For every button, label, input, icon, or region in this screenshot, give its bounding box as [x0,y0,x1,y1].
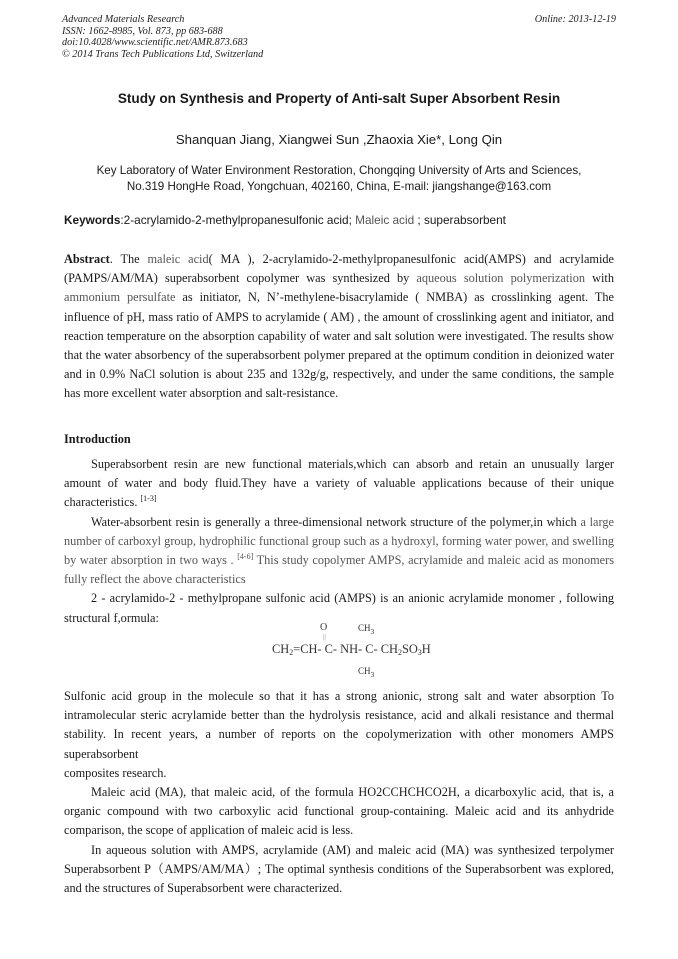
chemical-formula [270,622,460,682]
paragraph [64,513,614,590]
paragraph-text: This study copolymer AMPS, acrylamide and maleic acid as monomers fully reflect the above characteristics [64,553,614,587]
formula-subscript: 2 [289,648,294,657]
paragraph-text: Water-absorbent resin is generally a three-dimensional network structure of the polymer,in which [91,514,581,529]
paragraph: In aqueous solution with AMPS, acrylamide (AM) and maleic acid (MA) was synthesized terpolymer Superabsorbent P（AMPS/AM/MA）; The optimal synthesis conditions of the Superabsorbent was explored, and the structures of Superabsorbent were characterized. [64,842,614,896]
abstract-text: as initiator, N, N’-methylene-bisacrylamide ( NMBA) as crosslinking agent. The influence of pH, mass ratio of AMPS to acrylamide ( AM) , the amount of crosslinking agent and initiator, and reaction temperature on the absorption capability of water and salt solution were investigated. The results show that the water absorbency of the superabsorbent polymer prepared at the optimum condition in deionized water and in 0.9% NaCl solution is about 235 and 132g/g, respectively, and under the same conditions, the sample has more excellent water absorption and salt-resistance. [64,290,614,401]
abstract-text: with [585,271,614,286]
formula-part: SO [401,642,418,656]
formula-main-chain [272,642,431,657]
online-date: Online: 2013-12-19 [534,14,616,25]
doi-line: doi:10.4028/www.scientific.net/AMR.873.683 [62,37,248,48]
section-heading-introduction: Introduction [64,432,131,446]
formula-subscript: 3 [417,648,422,657]
journal-name: Advanced Materials Research [62,14,185,25]
affiliation-line-1: Key Laboratory of Water Environment Restoration, Chongqing University of Arts and Sciences, [96,164,582,177]
formula-part: H [421,642,431,656]
formula-methyl-top [358,623,374,636]
keywords-text-1: :2-acrylamido-2-methylpropanesulfonic acid; [120,213,356,227]
paragraph: Maleic acid (MA), that maleic acid, of the formula HO2CCHCHCO2H, a dicarboxylic acid, that is, a organic compound with two carboxylic acid functional group-containing. Maleic acid and its anhydride comparison, the scope of application of maleic acid is less. [64,785,614,838]
affiliation [60,163,618,194]
formula-subscript: 3 [370,669,375,679]
citation: [4-6] [237,552,254,562]
formula-subscript: 3 [370,626,375,636]
issn-line: ISSN: 1662-8985, Vol. 873, pp 683-688 [62,25,223,37]
journal-header [62,14,263,60]
abstract-text: aqueous solution polymerization [416,271,586,286]
introduction-body [64,455,614,628]
formula-part: CH [358,623,371,633]
copyright-line: © 2014 Trans Tech Publications Ltd, Switzerland [62,48,264,60]
keywords-text-3: ; superabsorbent [414,213,506,227]
paragraph-text: a large number of carboxyl group, hydrophilic functional group such as a hydroxyl, forming water power, and swelling by water absorption in two ways [64,514,614,568]
introduction-continued [64,687,614,898]
formula-double-bond: || [323,633,326,641]
formula-methyl-bottom [358,666,374,679]
abstract-label: Abstract [64,252,110,266]
keywords [64,213,506,227]
abstract [64,250,614,404]
paragraph [64,455,614,513]
formula-oxygen: O [320,622,328,633]
author-list: Shanquan Jiang, Xiangwei Sun ,Zhaoxia Xie*, Long Qin [175,132,503,147]
abstract-text: ( MA ), 2-acrylamido-2-methylpropanesulfonic acid(AMPS) and acrylamide (PAMPS/AM/MA) superabsorbent copolymer was synthesized by [64,252,614,286]
paragraph: composites research. [64,765,167,780]
keywords-text-2: Maleic acid [355,213,415,227]
abstract-text: ammonium persulfate [64,290,176,305]
affiliation-line-2: No.319 HongHe Road, Yongchuan, 402160, China, E-mail: jiangshange@163.com [126,179,552,193]
paragraph-text: 2 - acrylamido-2 - methylpropane sulfonic acid (AMPS) is an anionic acrylamide monomer , following structural f,ormula: [64,591,614,625]
paragraph-text: Superabsorbent resin are new functional materials,which can absorb and retain an unusually larger amount of water and body fluid.They have a variety of valuable applications because of their unique characteristics. [64,457,614,510]
paragraph-text: . [226,553,234,568]
paper-title: Study on Synthesis and Property of Anti-salt Super Absorbent Resin [117,91,561,106]
formula-part: CH [272,642,290,656]
keywords-label: Keywords [64,213,121,227]
formula-part: =CH- C- NH- C- CH [293,642,398,656]
citation: [1-3] [140,494,157,504]
abstract-text: . The [109,252,148,266]
formula-part: CH [358,666,371,676]
abstract-text: maleic acid [147,252,209,266]
formula-subscript: 2 [397,648,402,657]
paragraph: Sulfonic acid group in the molecule so that it has a strong anionic, strong salt and water absorption To intramolecular steric acrylamide better than the hydrolysis resistance, acid and alkali resistance and thermal stability. In recent years, a number of reports on the copolymerization with other monomers AMPS superabsorbent [64,689,614,761]
